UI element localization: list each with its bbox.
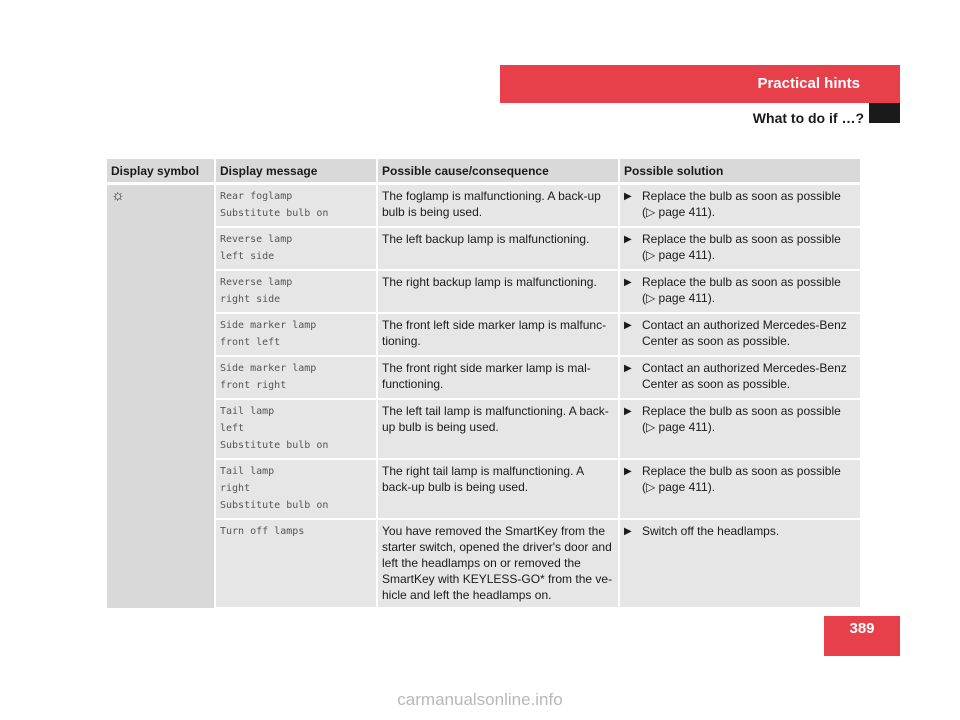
display-message-line: left: [220, 423, 245, 434]
solution-text: Replace the bulb as soon as possible (▷ page 411).: [642, 232, 841, 262]
display-message-line: right side: [220, 294, 281, 305]
display-message-cell: [215, 459, 377, 519]
column-header: Display symbol: [107, 159, 215, 184]
subsection-title: What to do if …?: [752, 110, 864, 126]
display-message-line: Side marker lamp: [220, 363, 317, 374]
possible-solution-cell: [619, 184, 860, 228]
solution-text: Replace the bulb as soon as possible (▷ page 411).: [642, 189, 841, 219]
possible-solution-cell: [619, 356, 860, 399]
table-row: [107, 459, 860, 519]
display-message-line: Turn off lamps: [220, 526, 305, 537]
possible-solution-cell: [619, 459, 860, 519]
table-row: [107, 356, 860, 399]
display-message-line: Reverse lamp: [220, 277, 293, 288]
arrow-icon: ▶: [624, 406, 632, 417]
table-row: [107, 519, 860, 608]
arrow-icon: ▶: [624, 191, 632, 202]
solution-text: Replace the bulb as soon as possible (▷ page 411).: [642, 404, 841, 434]
display-message-line: Side marker lamp: [220, 320, 317, 331]
header-band: [500, 65, 900, 103]
table-row: [107, 184, 860, 228]
possible-cause-cell: The front left side marker lamp is malfunc-tioning.: [377, 313, 619, 356]
solution-text: Contact an authorized Mercedes-Benz Center as soon as possible.: [642, 361, 847, 391]
display-message-cell: [215, 184, 377, 228]
solution-text: Switch off the headlamps.: [642, 524, 780, 538]
display-message-line: Substitute bulb on: [220, 440, 329, 451]
display-message-line: front right: [220, 380, 287, 391]
column-header: Display message: [215, 159, 377, 184]
arrow-icon: ▶: [624, 526, 632, 537]
possible-solution-cell: [619, 313, 860, 356]
display-message-line: Rear foglamp: [220, 191, 293, 202]
possible-cause-cell: The left backup lamp is malfunctioning.: [377, 227, 619, 270]
display-messages-table: [107, 159, 860, 609]
display-message-line: left side: [220, 251, 275, 262]
solution-text: Replace the bulb as soon as possible (▷ page 411).: [642, 275, 841, 305]
possible-solution-cell: [619, 227, 860, 270]
table-row: [107, 227, 860, 270]
possible-solution-cell: [619, 399, 860, 459]
display-message-cell: [215, 356, 377, 399]
display-message-cell: [215, 399, 377, 459]
column-header: Possible cause/consequence: [377, 159, 619, 184]
column-header: Possible solution: [619, 159, 860, 184]
display-message-line: Tail lamp: [220, 466, 275, 477]
display-message-cell: [215, 313, 377, 356]
display-symbol-cell: [107, 184, 215, 609]
table-header-row: [107, 159, 860, 184]
possible-cause-cell: The foglamp is malfunctioning. A back-up bulb is being used.: [377, 184, 619, 228]
possible-cause-cell: The right backup lamp is malfunctioning.: [377, 270, 619, 313]
display-message-cell: [215, 519, 377, 608]
possible-cause-cell: The left tail lamp is malfunctioning. A back-up bulb is being used.: [377, 399, 619, 459]
watermark: carmanualsonline.info: [397, 690, 563, 709]
arrow-icon: ▶: [624, 320, 632, 331]
possible-solution-cell: [619, 519, 860, 608]
table-row: [107, 399, 860, 459]
possible-cause-cell: You have removed the SmartKey from the starter switch, opened the driver's door and left the headlamps on or removed the SmartKey with KEYLESS-GO* from the ve-hicle and left the headlamps on.: [377, 519, 619, 608]
solution-text: Contact an authorized Mercedes-Benz Center as soon as possible.: [642, 318, 847, 348]
section-title: Practical hints: [757, 75, 860, 92]
display-message-line: front left: [220, 337, 281, 348]
display-message-line: Substitute bulb on: [220, 208, 329, 219]
arrow-icon: ▶: [624, 234, 632, 245]
arrow-icon: ▶: [624, 363, 632, 374]
display-message-line: right: [220, 483, 251, 494]
arrow-icon: ▶: [624, 277, 632, 288]
page-number: 389: [824, 616, 900, 656]
display-message-line: Reverse lamp: [220, 234, 293, 245]
table-row: [107, 313, 860, 356]
display-message-cell: [215, 270, 377, 313]
possible-solution-cell: [619, 270, 860, 313]
arrow-icon: ▶: [624, 466, 632, 477]
solution-text: Replace the bulb as soon as possible (▷ page 411).: [642, 464, 841, 494]
possible-cause-cell: The right tail lamp is malfunctioning. A back-up bulb is being used.: [377, 459, 619, 519]
possible-cause-cell: The front right side marker lamp is mal-functioning.: [377, 356, 619, 399]
display-message-cell: [215, 227, 377, 270]
display-message-line: Substitute bulb on: [220, 500, 329, 511]
display-message-line: Tail lamp: [220, 406, 275, 417]
header-marker: [869, 103, 900, 123]
lamp-icon: ☼: [111, 187, 125, 204]
table-row: [107, 270, 860, 313]
